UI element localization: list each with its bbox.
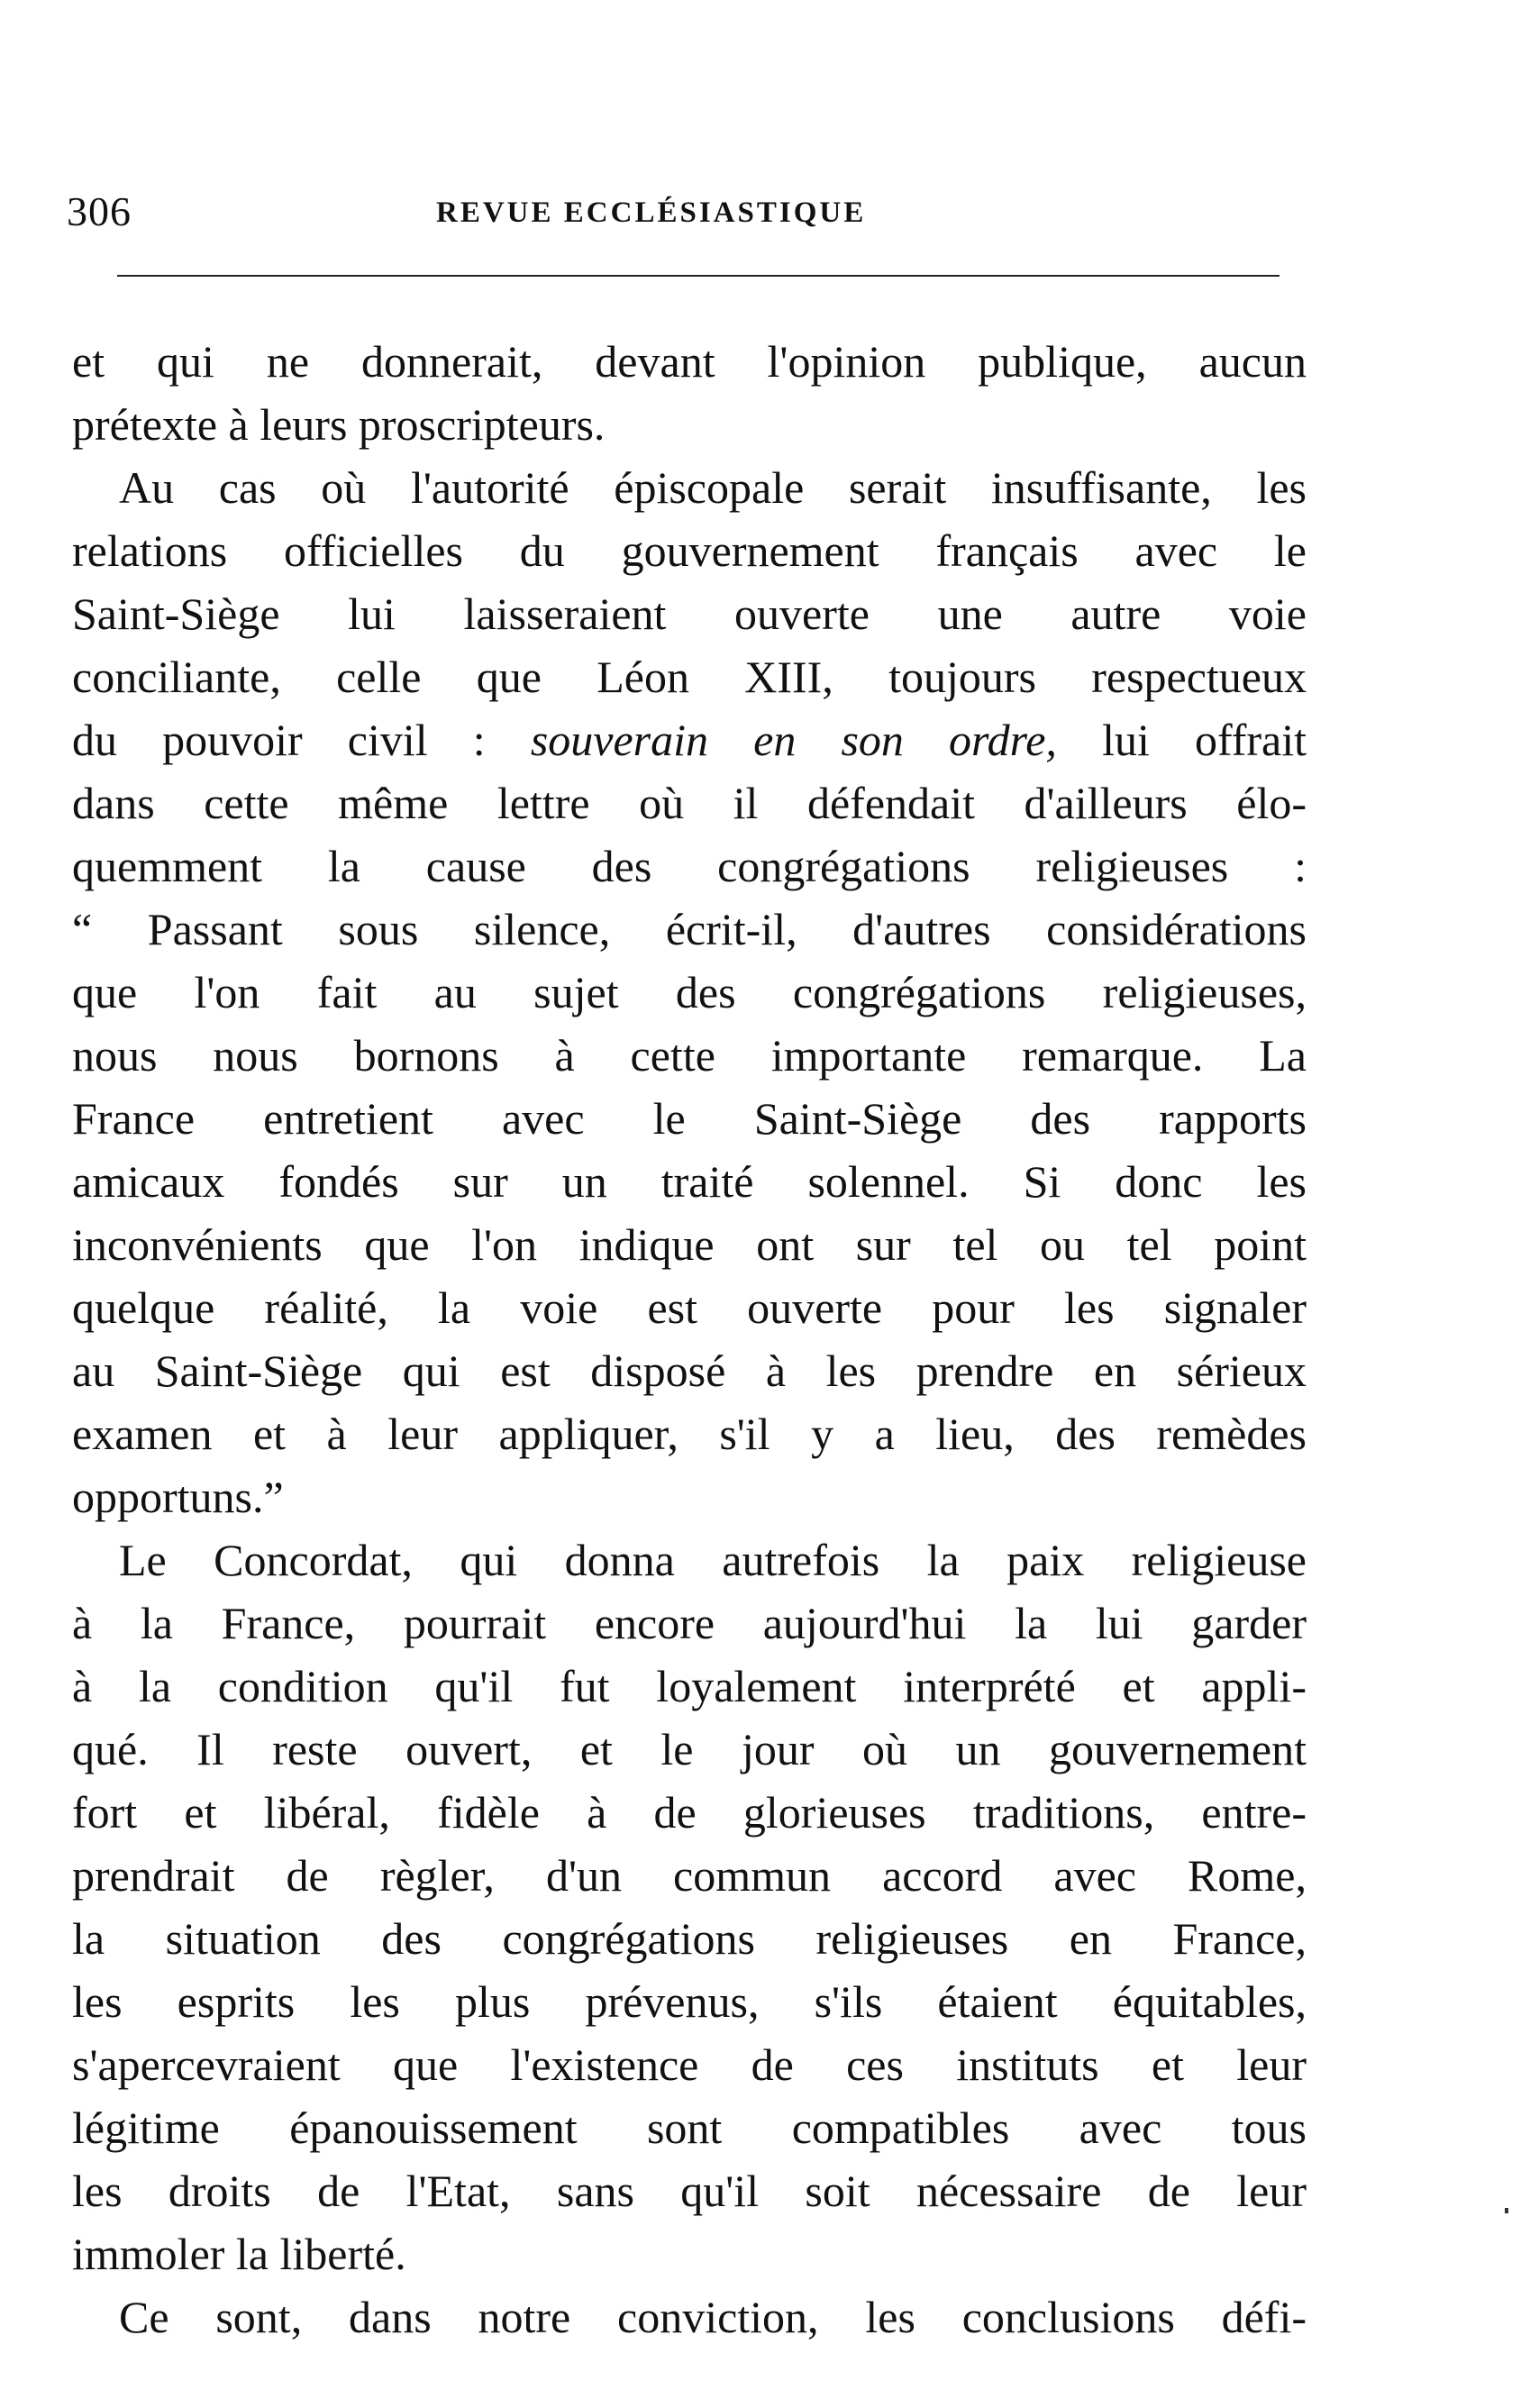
header-rule [117, 275, 1280, 277]
text-line: à la France, pourrait encore aujourd'hui la lui garder [72, 1598, 1307, 1648]
text-line: immoler la liberté. [72, 2229, 406, 2279]
text-line: légitime épanouissement sont compatibles avec tous [72, 2102, 1307, 2153]
text-line: amicaux fondés sur un traité solennel. Si donc les [72, 1156, 1307, 1207]
page-header [67, 187, 1292, 242]
text-line: examen et à leur appliquer, s'il y a lieu, des remèdes [72, 1409, 1307, 1459]
text-line: nous nous bornons à cette importante remarque. La [72, 1030, 1307, 1081]
text-line: qué. Il reste ouvert, et le jour où un gouvernement [72, 1724, 1307, 1774]
text-line: fort et libéral, fidèle à de glorieuses traditions, entre- [72, 1787, 1307, 1838]
text-line: prétexte à leurs proscripteurs. [72, 399, 606, 450]
text-line: dans cette même lettre où il défendait d'ailleurs élo- [72, 778, 1307, 828]
text-line: la situation des congrégations religieuses en France, [72, 1913, 1307, 1964]
text-line: relations officielles du gouvernement français avec le [72, 525, 1307, 576]
text-segment: lui offrait [1056, 715, 1307, 765]
text-line-with-emphasis [72, 708, 1307, 771]
ink-speck [1505, 2208, 1508, 2213]
text-line: conciliante, celle que Léon XIII, toujours respectueux [72, 652, 1307, 702]
text-line: les droits de l'Etat, sans qu'il soit nécessaire de leur [72, 2166, 1307, 2216]
text-line: prendrait de règler, d'un commun accord avec Rome, [72, 1850, 1307, 1901]
text-line: France entretient avec le Saint-Siège des rapports [72, 1093, 1307, 1144]
text-line: Au cas où l'autorité épiscopale serait insuffisante, les [119, 462, 1307, 513]
text-line: quemment la cause des congrégations religieuses : [72, 841, 1307, 891]
text-line: Le Concordat, qui donna autrefois la paix religieuse [119, 1535, 1307, 1585]
text-line: opportuns.” [72, 1472, 284, 1522]
text-line: au Saint-Siège qui est disposé à les prendre en sérieux [72, 1345, 1307, 1396]
text-line: les esprits les plus prévenus, s'ils étaient équitables, [72, 1976, 1307, 2027]
text-line: “ Passant sous silence, écrit-il, d'autres considérations [72, 904, 1307, 954]
text-line: Ce sont, dans notre conviction, les conclusions défi- [119, 2292, 1307, 2342]
page-number: 306 [67, 188, 132, 234]
italic-phrase: souverain en son ordre, [530, 715, 1057, 765]
text-line: quelque réalité, la voie est ouverte pour les signaler [72, 1282, 1307, 1333]
text-line: s'apercevraient que l'existence de ces instituts et leur [72, 2039, 1307, 2090]
text-line: et qui ne donnerait, devant l'opinion publique, aucun [72, 336, 1307, 387]
text-line: à la condition qu'il fut loyalement interprété et appli- [72, 1661, 1307, 1711]
text-line: Saint-Siège lui laisseraient ouverte une autre voie [72, 588, 1307, 639]
text-line: inconvénients que l'on indique ont sur tel ou tel point [72, 1219, 1307, 1270]
body-text [72, 330, 1307, 2349]
text-segment: du pouvoir civil : [72, 715, 531, 765]
text-line: que l'on fait au sujet des congrégations religieuses, [72, 967, 1307, 1017]
running-title: REVUE ECCLÉSIASTIQUE [436, 196, 867, 229]
